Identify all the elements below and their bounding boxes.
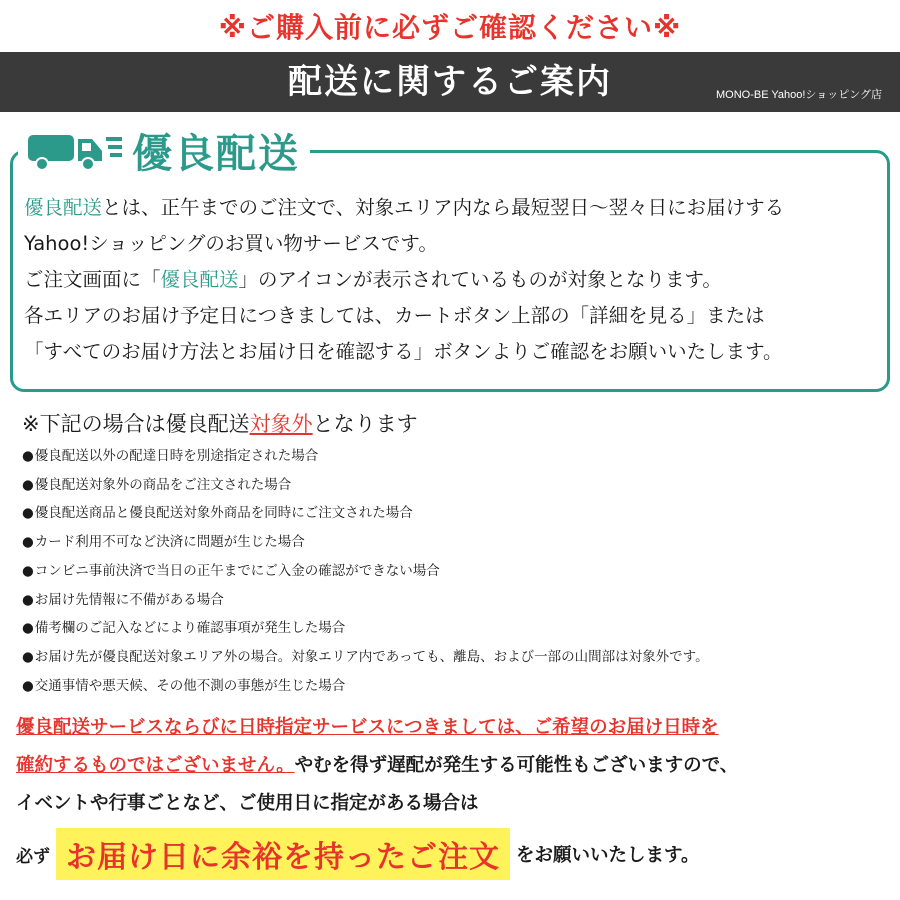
- box-heading: [18, 122, 310, 178]
- exclusion-title: [22, 408, 418, 438]
- box-body: [24, 190, 884, 370]
- list-item: ● 優良配送以外の配達日時を別途指定された場合: [22, 442, 709, 471]
- term-highlight: 優良配送: [24, 196, 103, 219]
- box-line-3-pre: ご注文画面に「: [24, 268, 161, 291]
- warning-line-2: [16, 747, 896, 785]
- page-title: 配送に関するご案内: [288, 62, 612, 102]
- list-item: ● お届け先が優良配送対象エリア外の場合。対象エリア内であっても、離島、および一部の山間部は対象外です。: [22, 643, 709, 672]
- box-line-1-text: とは、正午までのご注文で、対象エリア内なら最短翌日〜翌々日にお届けする: [102, 196, 785, 219]
- list-item: ● カード利用不可など決済に問題が生じた場合: [22, 528, 709, 557]
- top-notice: ※ご購入前に必ずご確認ください※: [218, 11, 682, 44]
- warning-line-2-rest: やむを得ず遅配が発生する可能性もございますので、: [294, 755, 739, 776]
- list-item: ● 優良配送対象外の商品をご注文された場合: [22, 471, 709, 500]
- exclusion-highlight: 対象外: [249, 412, 313, 436]
- exclusion-list: [22, 442, 709, 700]
- term-highlight: 優良配送: [160, 268, 239, 291]
- box-line-5: 「すべてのお届け方法とお届け日を確認する」ボタンよりご確認をお願いいたします。: [24, 340, 783, 363]
- box-line-1: [24, 190, 884, 226]
- list-item: ● お届け先情報に不備がある場合: [22, 586, 709, 615]
- box-line-2: Yahoo!ショッピングのお買い物サービスです。: [24, 232, 438, 255]
- warning-block: [16, 709, 896, 881]
- box-line-3: [24, 262, 884, 298]
- final-highlight: お届け日に余裕を持ったご注文: [56, 828, 510, 880]
- exclusion-title-post: となります: [312, 412, 418, 436]
- list-item: ● コンビニ事前決済で当日の正午までにご入金の確認ができない場合: [22, 557, 709, 586]
- header-bar: [0, 52, 900, 112]
- exclusion-title-pre: ※下記の場合は優良配送: [22, 412, 250, 436]
- warning-line-1: 優良配送サービスならびに日時指定サービスにつきましては、ご希望のお届け日時を: [16, 717, 719, 738]
- shop-name: MONO-BE Yahoo!ショッピング店: [715, 89, 882, 101]
- final-pre: 必ず: [16, 846, 50, 867]
- list-item: ● 備考欄のご記入などにより確認事項が発生した場合: [22, 614, 709, 643]
- warning-red-text: 確約するものではございません。: [16, 755, 295, 776]
- list-item: ● 優良配送商品と優良配送対象外商品を同時にご注文された場合: [22, 499, 709, 528]
- box-heading-text: 優良配送: [132, 130, 300, 177]
- box-line-4: 各エリアのお届け予定日につきましては、カートボタン上部の「詳細を見る」または: [24, 304, 765, 327]
- warning-line-3: イベントや行事ごとなど、ご使用日に指定がある場合は: [16, 793, 479, 814]
- final-line: [16, 827, 896, 881]
- final-post: をお願いいたします。: [516, 845, 700, 866]
- list-item: ● 交通事情や悪天候、その他不測の事態が生じた場合: [22, 672, 709, 701]
- delivery-truck-icon: [26, 127, 124, 173]
- box-line-3-post: 」のアイコンが表示されているものが対象となります。: [238, 268, 722, 291]
